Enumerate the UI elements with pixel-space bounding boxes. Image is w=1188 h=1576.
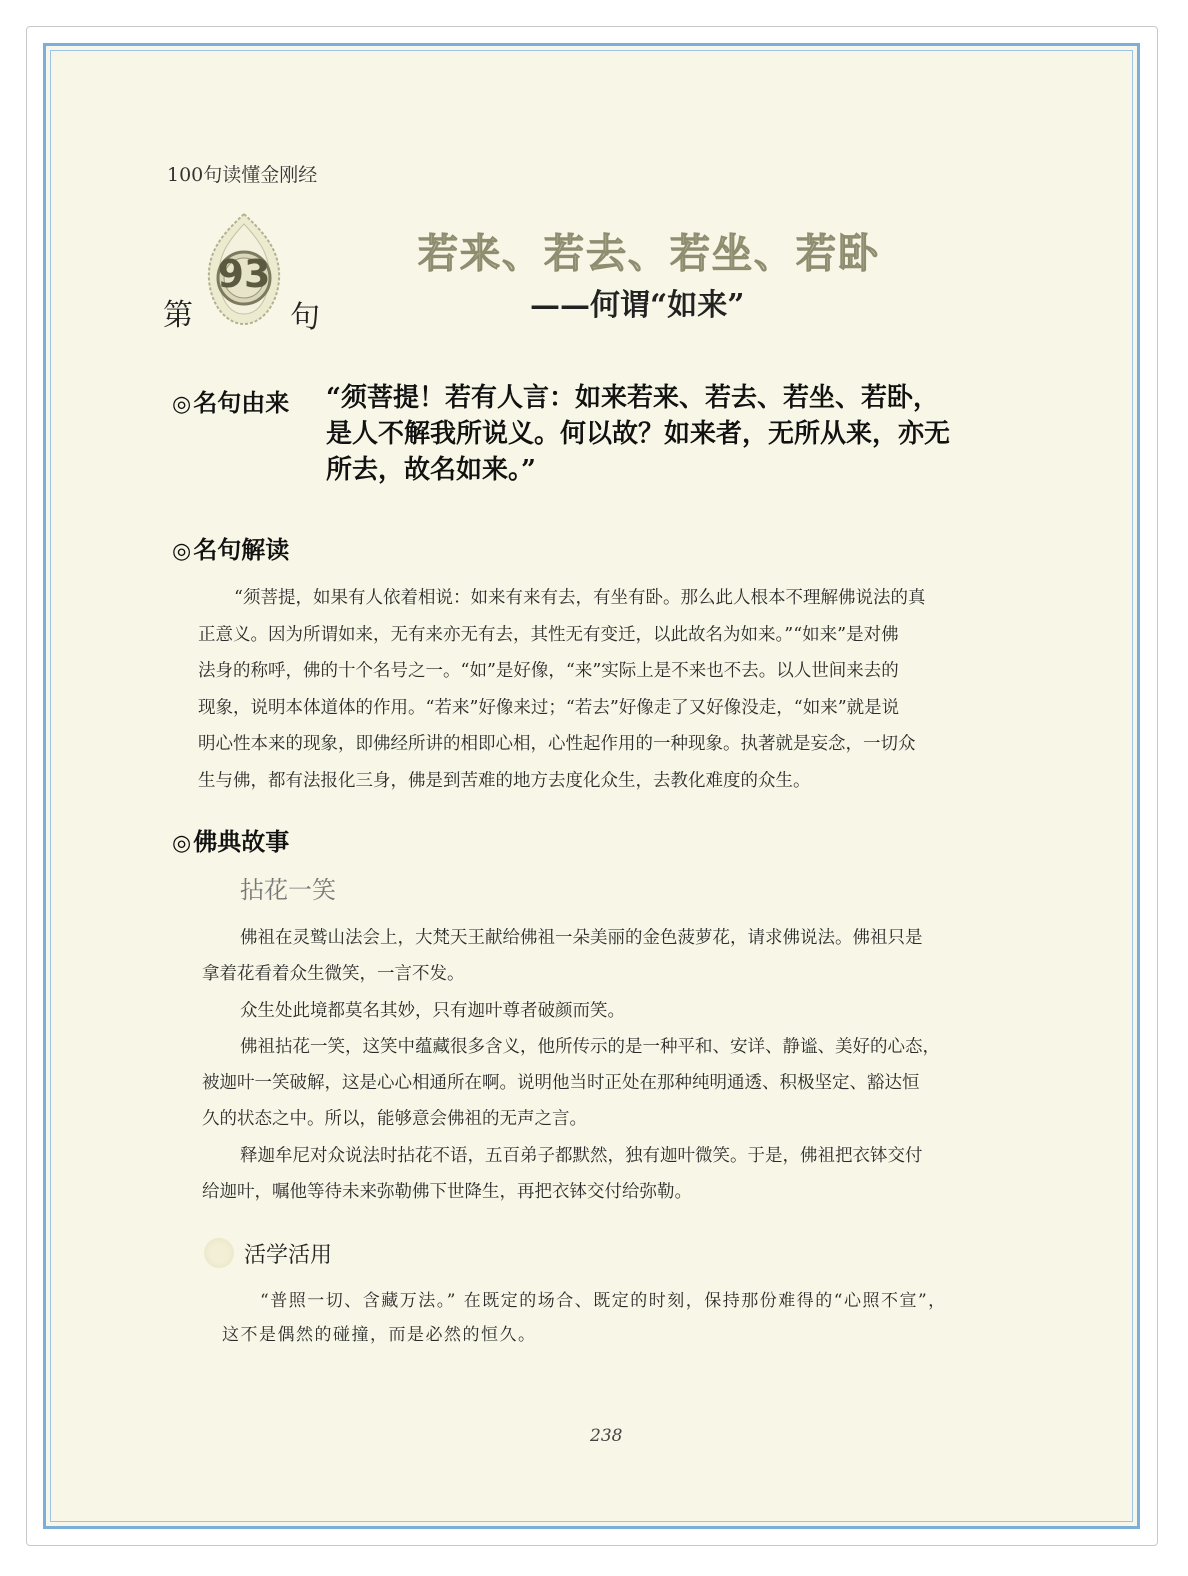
badge-suffix: 句: [290, 300, 320, 335]
paragraph-line: 给迦叶，嘱他等待未来弥勒佛下世降生，再把衣钵交付给弥勒。: [202, 1182, 692, 1203]
famous-quote: [326, 380, 1016, 488]
chapter-title: 若来、若去、若坐、若卧: [418, 231, 880, 277]
interpretation-body: [198, 580, 925, 799]
section-heading-label: 名句解读: [193, 536, 290, 564]
section-heading-label: 名句由来: [193, 389, 290, 417]
page-number: 238: [590, 1426, 623, 1446]
paragraph-line: 正意义。因为所谓如来，无有来亦无有去，其性无有变迁，以此故名为如来。”“如来”是对佛: [198, 624, 899, 645]
section-heading-origin: [172, 383, 289, 418]
chapter-subtitle: ——何谓“如来”: [530, 288, 745, 323]
paragraph-line: 佛祖在灵鹫山法会上，大梵天王献给佛祖一朵美丽的金色菠萝花，请求佛说法。佛祖只是: [240, 928, 923, 948]
paragraph-line: 生与佛，都有法报化三身，佛是到苦难的地方去度化众生，去教化难度的众生。: [198, 770, 811, 791]
story-title: 拈花一笑: [240, 876, 336, 904]
paragraph-line: 久的状态之中。所以，能够意会佛祖的无声之言。: [202, 1109, 587, 1130]
bullseye-icon: ◎: [172, 831, 192, 856]
paragraph-line: 现象，说明本体道体的作用。“若来”好像来过；“若去”好像走了又好像没走，“如来”就是说: [198, 697, 900, 718]
paragraph-line: 明心性本来的现象，即佛经所讲的相即心相，心性起作用的一种现象。执著就是妄念，一切众: [198, 734, 916, 754]
quote-line: 所去，故名如来。”: [326, 455, 536, 485]
sentence-number: 93: [217, 252, 271, 296]
paragraph-line: “须菩提，如果有人依着相说：如来有来有去，有坐有卧。那么此人根本不理解佛说法的真: [234, 588, 926, 608]
quote-line: “须菩提！若有人言：如来若来、若去、若坐、若卧，: [326, 383, 939, 413]
story-body: [202, 920, 940, 1210]
paragraph-line: “普照一切、含藏万法。” 在既定的场合、既定的时刻，保持那份难得的“心照不宣”，: [260, 1291, 947, 1311]
section-heading-interpretation: [172, 530, 289, 565]
paragraph-line: 这不是偶然的碰撞，而是必然的恒久。: [222, 1325, 537, 1345]
badge-prefix: 第: [163, 298, 193, 333]
bullseye-icon: ◎: [172, 539, 192, 564]
section-heading-apply: 活学活用: [244, 1243, 333, 1268]
bullseye-icon: ◎: [172, 392, 192, 417]
paragraph-line: 拿着花看着众生微笑，一言不发。: [202, 964, 465, 985]
section-heading-label: 佛典故事: [193, 828, 290, 856]
quote-line: 是人不解我所说义。何以故？如来者，无所从来，亦无: [326, 419, 951, 449]
section-heading-story: [172, 822, 289, 857]
paragraph-line: 释迦牟尼对众说法时拈花不语，五百弟子都默然，独有迦叶微笑。于是，佛祖把衣钵交付: [240, 1145, 923, 1166]
apply-circle-icon: [204, 1238, 234, 1268]
apply-body: [222, 1284, 947, 1352]
book-title: 100句读懂金刚经: [167, 164, 318, 186]
paragraph-line: 佛祖拈花一笑，这笑中蕴藏很多含义，他所传示的是一种平和、安详、静谧、美好的心态，: [240, 1036, 940, 1057]
paragraph-line: 法身的称呼，佛的十个名号之一。“如”是好像，“来”实际上是不来也不去。以人世间来去的: [198, 661, 899, 681]
paragraph-line: 众生处此境都莫名其妙，只有迦叶尊者破颜而笑。: [240, 1000, 625, 1021]
paragraph-line: 被迦叶一笑破解，这是心心相通所在啊。说明他当时正处在那种纯明通透、积极坚定、豁达恒: [202, 1073, 920, 1094]
